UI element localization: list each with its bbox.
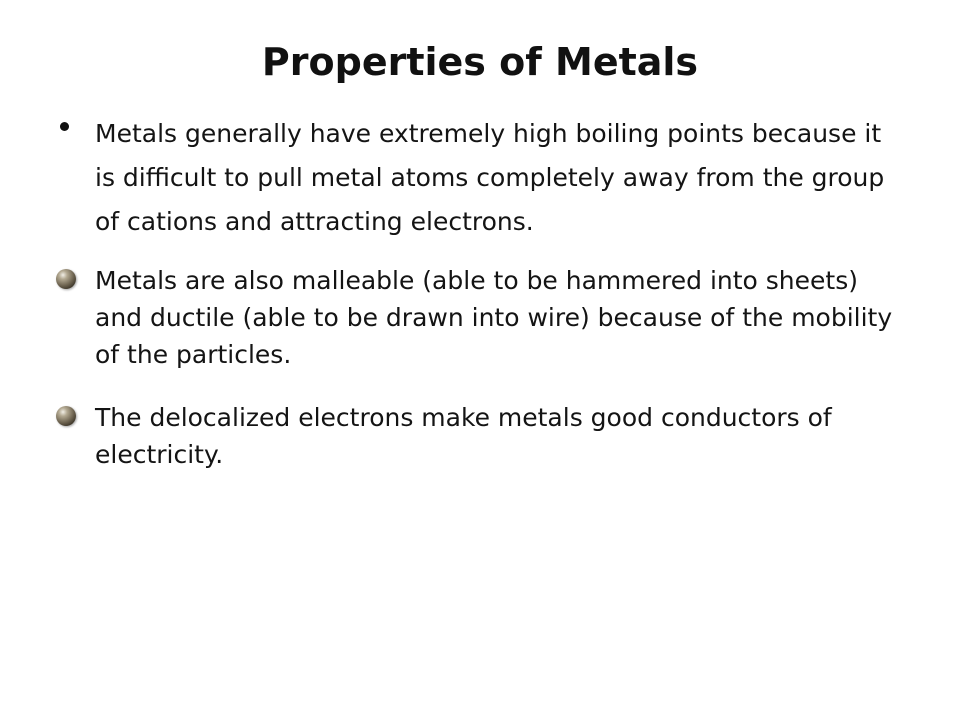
bullet-text: Metals are also malleable (able to be hammered into sheets) and ductile (able to be drawn into wire) because of the mobility of the particles. (95, 266, 893, 369)
orb-bullet-icon (56, 269, 76, 289)
dot-bullet-icon (60, 122, 69, 131)
bullet-item (56, 399, 906, 473)
bullet-item (56, 262, 906, 373)
bullet-list (56, 112, 906, 473)
bullet-item (56, 112, 906, 244)
bullet-text: The delocalized electrons make metals good conductors of electricity. (95, 403, 832, 469)
bullet-text: Metals generally have extremely high boiling points because it is difficult to pull metal atoms completely away from the group of cations and attracting electrons. (95, 119, 885, 236)
slide-title: Properties of Metals (261, 40, 699, 84)
orb-bullet-icon (56, 406, 76, 426)
